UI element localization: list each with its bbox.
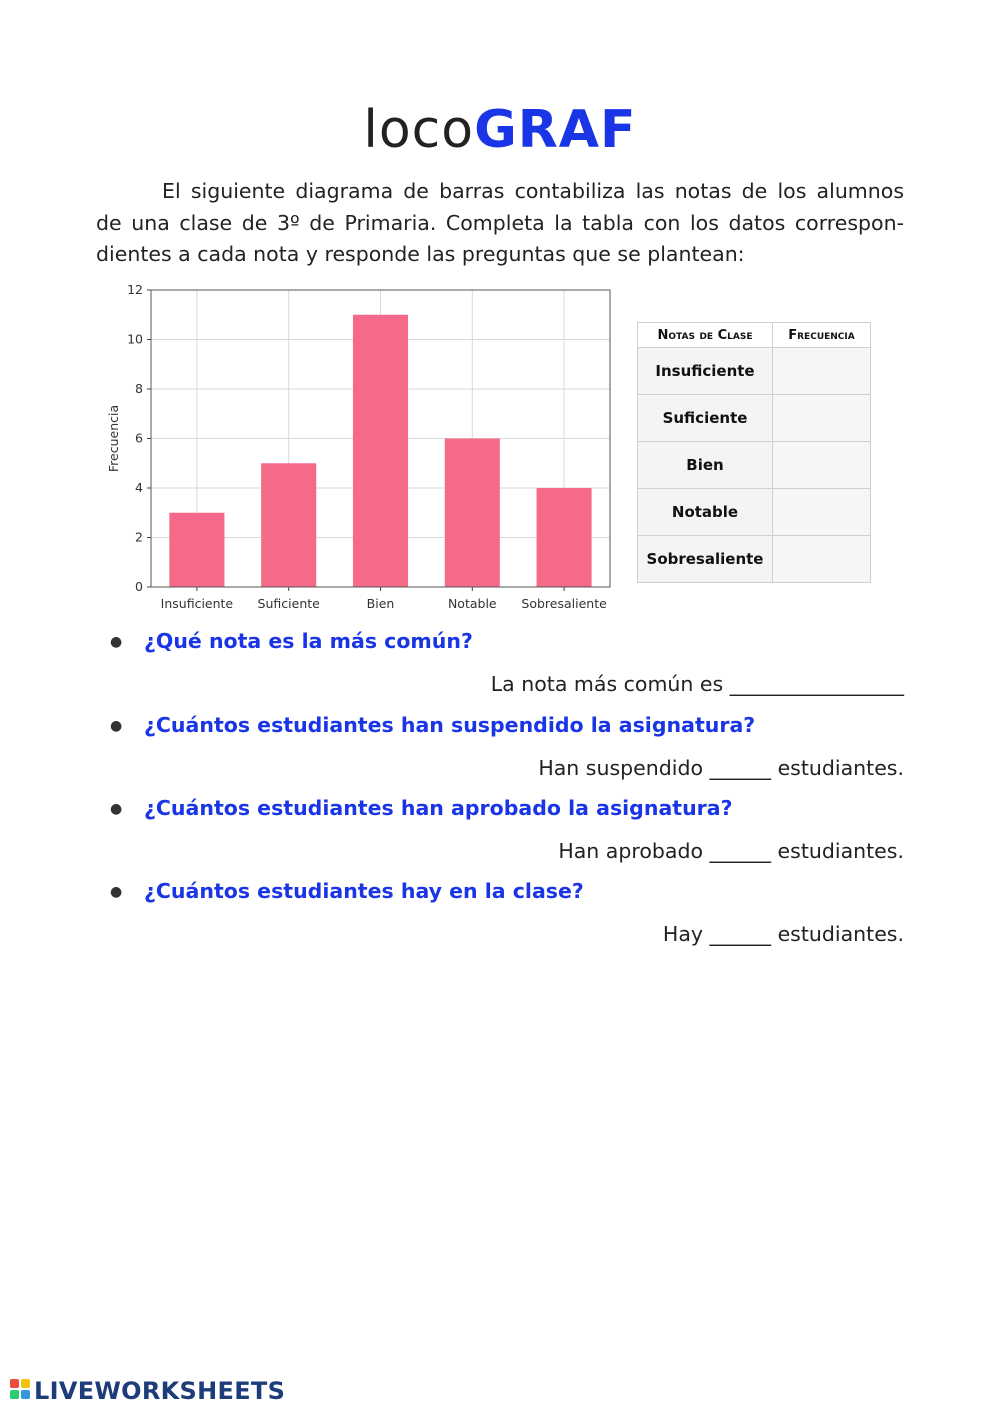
bar-chart bbox=[100, 280, 620, 615]
y-tick-label: 8 bbox=[135, 381, 143, 396]
question-text: ¿Qué nota es la más común? bbox=[144, 629, 473, 653]
y-tick-label: 0 bbox=[135, 579, 143, 594]
bullet-icon: ● bbox=[110, 884, 123, 900]
x-tick-label: Notable bbox=[447, 596, 497, 611]
header-frecuencia: Frecuencia bbox=[773, 323, 871, 348]
answer-3[interactable]: Han aprobado ______ estudiantes. bbox=[558, 839, 904, 863]
title-part-graf: GRAF bbox=[474, 100, 637, 160]
bar-suficiente bbox=[261, 463, 316, 587]
table-row bbox=[638, 489, 871, 536]
bullet-icon: ● bbox=[110, 718, 123, 734]
intro-line-1: El siguiente diagrama de barras contabiliza las notas de los alumnos bbox=[162, 179, 904, 203]
y-tick-label: 12 bbox=[127, 282, 143, 297]
bar-notable bbox=[445, 439, 500, 588]
bullet-icon: ● bbox=[110, 801, 123, 817]
table-row bbox=[638, 348, 871, 395]
x-tick-label: Suficiente bbox=[257, 596, 320, 611]
answer-1[interactable]: La nota más común es _________________ bbox=[490, 672, 904, 696]
question-4 bbox=[110, 879, 584, 903]
bar-insuficiente bbox=[169, 513, 224, 587]
intro-line-3: dientes a cada nota y responde las preguntas que se plantean: bbox=[96, 242, 745, 266]
bar-bien bbox=[353, 315, 408, 587]
question-text: ¿Cuántos estudiantes han suspendido la asignatura? bbox=[144, 713, 756, 737]
table-row bbox=[638, 442, 871, 489]
answer-4[interactable]: Hay ______ estudiantes. bbox=[662, 922, 904, 946]
question-text: ¿Cuántos estudiantes han aprobado la asignatura? bbox=[144, 796, 733, 820]
y-tick-label: 6 bbox=[135, 430, 143, 446]
row-label: Insuficiente bbox=[638, 348, 773, 395]
question-1 bbox=[110, 629, 473, 653]
row-label: Sobresaliente bbox=[638, 536, 773, 583]
row-label: Suficiente bbox=[638, 395, 773, 442]
liveworksheets-logo bbox=[10, 1377, 285, 1405]
y-tick-label: 4 bbox=[135, 480, 143, 495]
intro-paragraph bbox=[96, 176, 904, 271]
logo-mark-icon bbox=[10, 1379, 32, 1403]
question-2 bbox=[110, 713, 755, 737]
table-header-row bbox=[638, 323, 871, 348]
header-notas: Notas de Clase bbox=[638, 323, 773, 348]
y-tick-label: 2 bbox=[135, 529, 143, 545]
title-part-loco: loco bbox=[363, 100, 475, 160]
frequency-input-cell[interactable] bbox=[773, 489, 871, 536]
frequency-input-cell[interactable] bbox=[773, 536, 871, 583]
answer-2[interactable]: Han suspendido ______ estudiantes. bbox=[538, 756, 904, 780]
logo-text: LIVEWORKSHEETS bbox=[34, 1377, 286, 1405]
row-label: Bien bbox=[638, 442, 773, 489]
frequency-table bbox=[637, 322, 871, 583]
bar-sobresaliente bbox=[537, 488, 592, 587]
frequency-input-cell[interactable] bbox=[773, 395, 871, 442]
x-tick-label: Insuficiente bbox=[160, 596, 234, 611]
x-tick-label: Sobresaliente bbox=[521, 596, 607, 611]
question-3 bbox=[110, 796, 733, 820]
x-tick-label: Bien bbox=[366, 596, 395, 611]
row-label: Notable bbox=[638, 489, 773, 536]
question-text: ¿Cuántos estudiantes hay en la clase? bbox=[144, 879, 584, 903]
frequency-input-cell[interactable] bbox=[773, 348, 871, 395]
bullet-icon: ● bbox=[110, 634, 123, 650]
y-tick-label: 10 bbox=[127, 331, 143, 347]
table-row bbox=[638, 395, 871, 442]
y-axis-label: Frecuencia bbox=[106, 404, 121, 473]
frequency-input-cell[interactable] bbox=[773, 442, 871, 489]
page-title bbox=[0, 100, 1000, 160]
intro-line-2: de una clase de 3º de Primaria. Completa la tabla con los datos correspon- bbox=[96, 210, 904, 235]
table-row bbox=[638, 536, 871, 583]
